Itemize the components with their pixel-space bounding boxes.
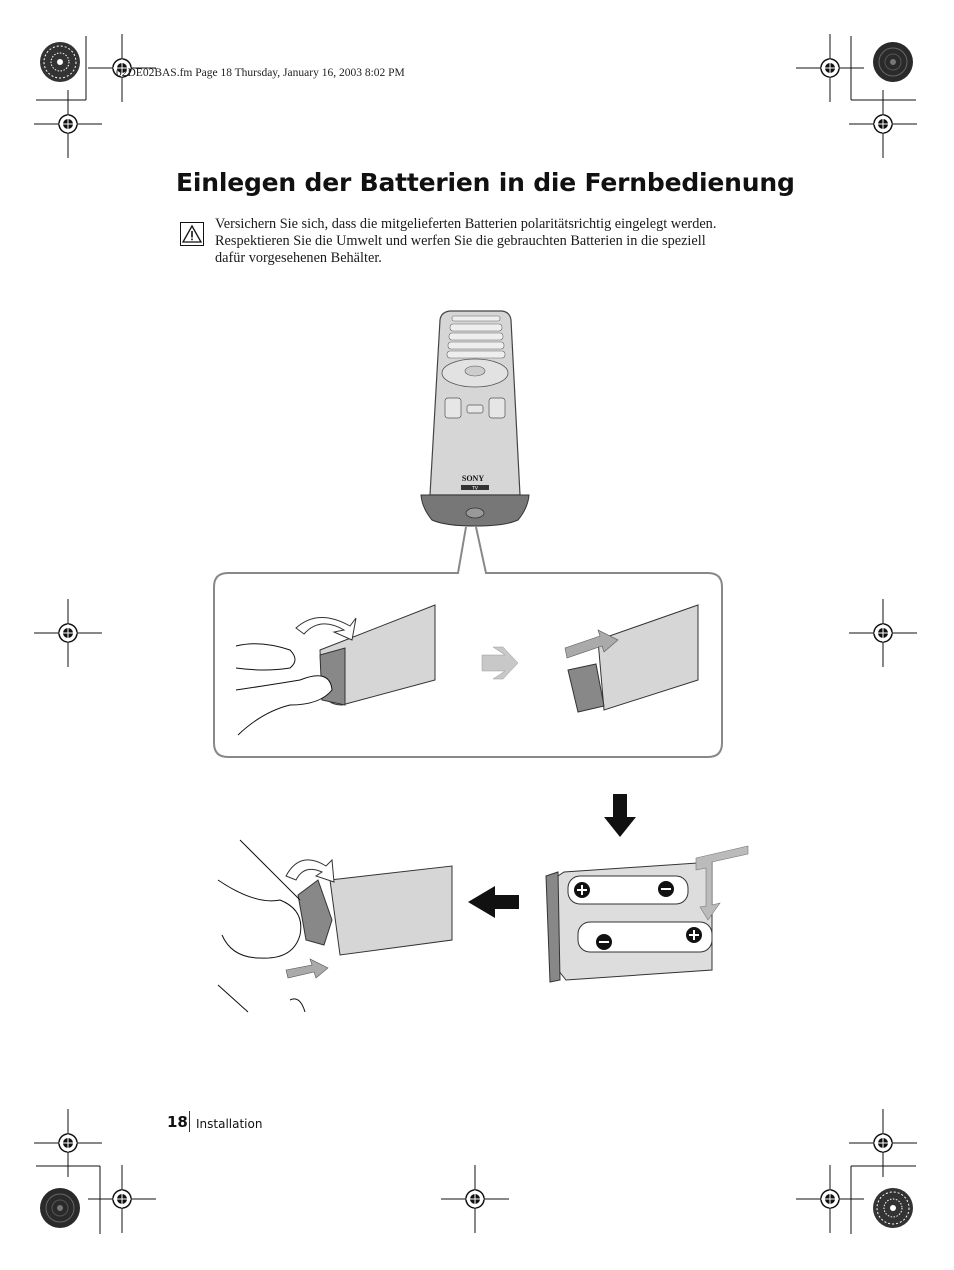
warning-icon [180,222,204,246]
step4-close-cover [218,840,452,1012]
note-line: Versichern Sie sich, dass die mitgelieferten Batterien polaritätsrichtig eingelegt werden. [215,216,717,232]
registration-mark [441,1165,509,1233]
arrow-down-icon [604,794,636,837]
registration-mark [796,34,864,102]
starburst-top-right [873,42,913,82]
registration-mark [849,599,917,667]
remote-brand-label: SONY [461,474,485,483]
note-line: dafür vorgesehenen Behälter. [215,250,382,267]
arrow-left-icon [468,886,519,918]
registration-mark [849,1109,917,1177]
battery-note [215,216,805,268]
page-title: Einlegen der Batterien in die Fernbedienung [176,168,795,197]
starburst-top-left [40,42,80,82]
page-number: 18 [167,1113,188,1131]
starburst-bottom-left [40,1188,80,1228]
remote-badge-label: TV [472,486,478,492]
section-label: Installation [196,1117,263,1131]
registration-mark [796,1165,864,1233]
note-line: Respektieren Sie die Umwelt und werfen Sie die gebrauchten Batterien in die speziell [215,233,706,250]
registration-mark [34,1109,102,1177]
remote-control-illustration [421,311,529,526]
registration-mark [88,1165,156,1233]
starburst-bottom-right [873,1188,913,1228]
battery-compartment-illustration [546,846,748,982]
print-info-header: 02DE02BAS.fm Page 18 Thursday, January 16, 2003 8:02 PM [116,67,405,79]
registration-mark [34,599,102,667]
footer-divider [189,1111,190,1132]
